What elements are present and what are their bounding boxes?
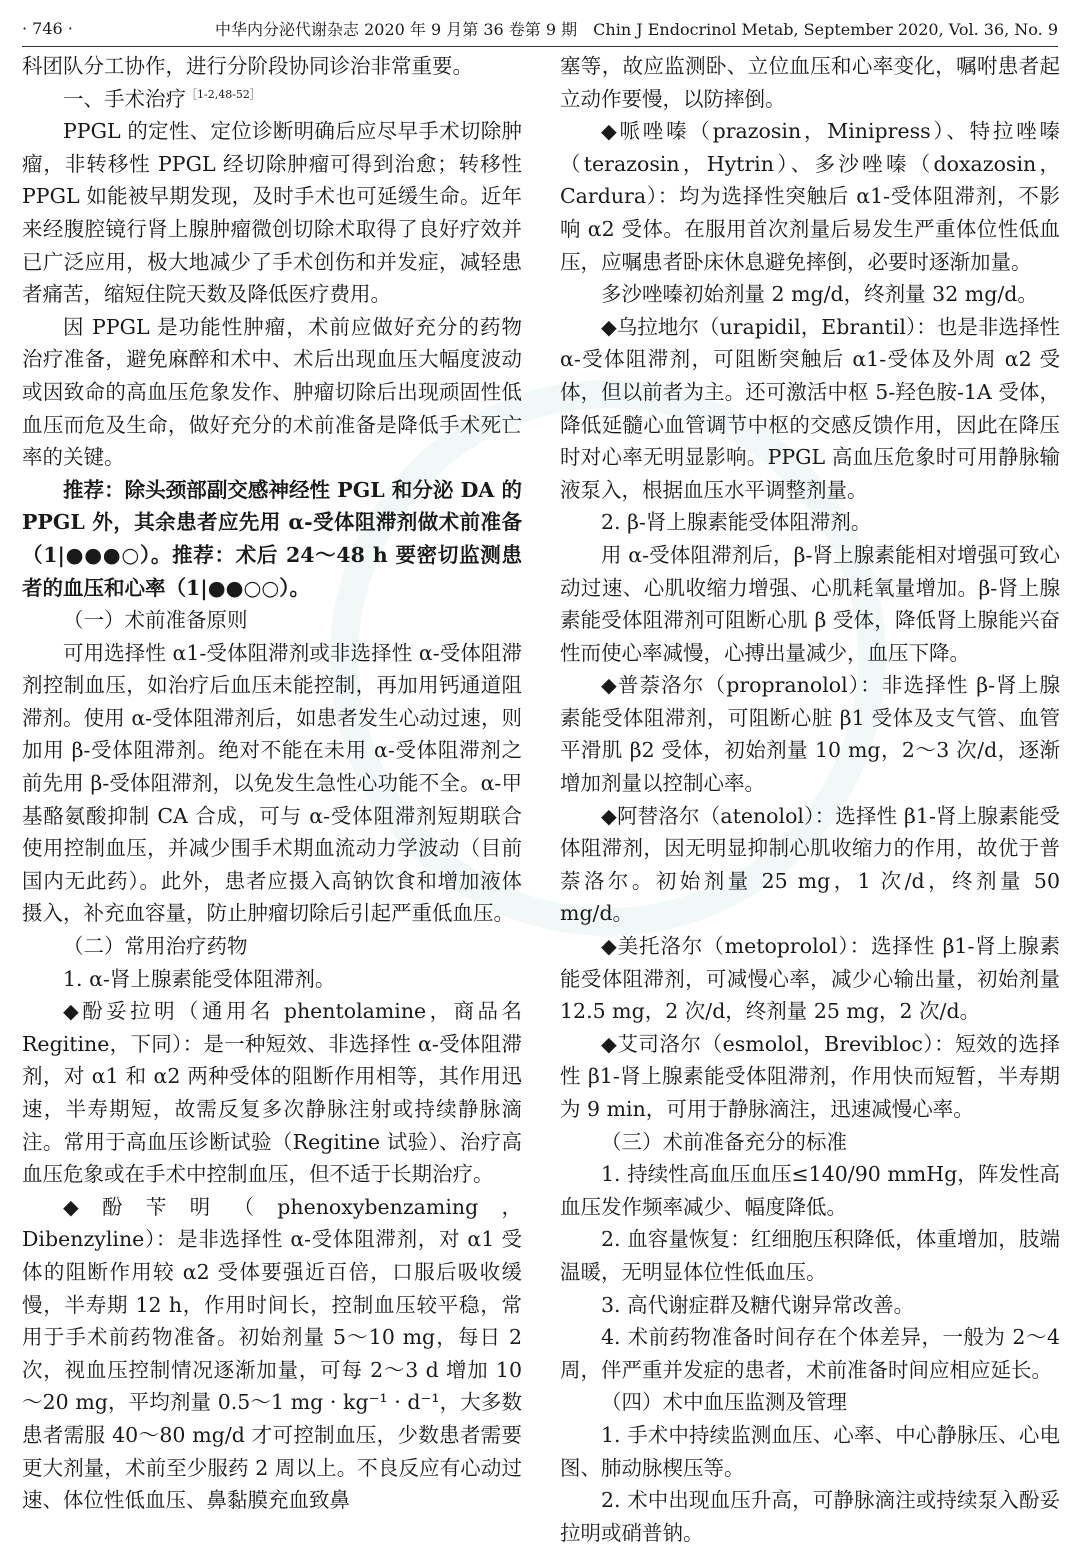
paragraph: 因 PPGL 是功能性肿瘤，术前应做好充分的药物治疗准备，避免麻醉和术中、术后出现血压大幅度波动或因致命的高血压危象发作、肿瘤切除后出现顽固性低血压而危及生命，做好充分的术前准备是降低手术死亡率的关键。 xyxy=(22,314,522,470)
list-item: 2. 术中出现血压升高，可静脉滴注或持续泵入酚妥拉明或硝普钠。 xyxy=(560,1488,1060,1545)
list-item: 1. 持续性高血压血压≤140/90 mmHg，阵发性高血压发作频率减少、幅度降低。 xyxy=(560,1162,1060,1219)
drug-paragraph: ◆酚妥拉明（通用名 phentolamine，商品名 Regitine，下同）：是一种短效、非选择性 α-受体阻滞剂，对 α1 和 α2 两种受体的阻断作用相等，其作用迅速，半寿期短，故需反复多次静脉注射或持续静脉滴注。常用于高血压诊断试验（Regitine 试验）、治疗高血压危象或在手术中控制血压，但不适于长期治疗。 xyxy=(22,999,522,1187)
list-item: 1. 手术中持续监测血压、心率、中心静脉压、心电图、肺动脉楔压等。 xyxy=(560,1422,1060,1480)
subsection-heading: （三）术前准备充分的标准 xyxy=(601,1129,847,1154)
page-number: · 746 · xyxy=(22,18,73,38)
paragraph: 1. α-肾上腺素能受体阻滞剂。 xyxy=(63,966,336,991)
paragraph: 多沙唑嗪初始剂量 2 mg/d，终剂量 32 mg/d。 xyxy=(601,282,1038,307)
paragraph: 可用选择性 α1-受体阻滞剂或非选择性 α-受体阻滞剂控制血压，如治疗后血压未能控制，再加用钙通道阻滞剂。使用 α-受体阻滞剂后，如患者发生心动过速，则加用 β-受体阻滞剂。绝对不能在未用 α-受体阻滞剂之前先用 β-受体阻滞剂，以免发生急性心功能不全。α-甲基酪氨酸抑制 CA 合成，可与 α-受体阻滞剂短期联合使用控制血压，并减少围手术期血流动力学波动（目前国内无此药）。此外，患者应摄入高钠饮食和增加液体摄入，补充血容量，防止肿瘤切除后引起严重低血压。 xyxy=(22,640,522,926)
paragraph: PPGL 的定性、定位诊断明确后应尽早手术切除肿瘤，非转移性 PPGL 经切除肿瘤可得到治愈；转移性 PPGL 如能被早期发现，及时手术也可延缓生命。近年来经腹腔镜行肾上腺肿瘤微创切除术取得了良好疗效并已广泛应用，极大地减少了手术创伤和并发症，减轻患者痛苦，缩短住院天数及降低医疗费用。 xyxy=(22,119,522,307)
subsection-heading: （二）常用治疗药物 xyxy=(63,934,248,959)
list-item: 3. 高代谢症群及糖代谢异常改善。 xyxy=(601,1292,915,1317)
drug-paragraph: ◆乌拉地尔（urapidil，Ebrantil）：也是非选择性 α-受体阻滞剂，可阻断突触后 α1-受体及外周 α2 受体，但以前者为主。还可激活中枢 5-羟色胺-1A 受体，降低延髓心血管调节中枢的交感反馈作用，因此在降压时对心率无明显影响。PPGL 高血压危象时可用静脉输液泵入，根据血压水平调整剂量。 xyxy=(560,314,1060,502)
drug-paragraph: ◆阿替洛尔（atenolol）：选择性 β1-肾上腺素能受体阻滞剂，因无明显抑制心肌收缩力的作用，故优于普萘洛尔。初始剂量 25 mg，1 次/d，终剂量 50 mg/d。 xyxy=(560,803,1060,926)
recommendation: 推荐：除头颈部副交感神经性 PGL 和分泌 DA 的 PPGL 外，其余患者应先用 α-受体阻滞剂做术前准备（1|●●●○）。推荐：术后 24～48 h 要密切监测患者的血压和心率（1|●●○○）。 xyxy=(22,477,522,600)
paragraph: 用 α-受体阻滞剂后，β-肾上腺素能相对增强可致心动过速、心肌收缩力增强、心肌耗氧量增加。β-肾上腺素能受体阻滞剂可阻断心肌 β 受体，降低肾上腺能兴奋性而使心率减慢，心搏出量减少，血压下降。 xyxy=(560,542,1060,665)
paragraph: 科团队分工协作，进行分阶段协同诊治非常重要。 xyxy=(22,54,473,78)
drug-paragraph: ◆哌唑嗪（prazosin，Minipress）、特拉唑嗪（terazosin，Hytrin）、多沙唑嗪（doxazosin，Cardura）：均为选择性突触后 α1-受体阻滞剂，不影响 α2 受体。在服用首次剂量后易发生严重体位性低血压，应嘱患者卧床休息避免摔倒，必要时逐渐加量。 xyxy=(560,119,1060,274)
section-heading: 一、手术治疗$^{[1-2,48-52]}$ xyxy=(63,86,261,111)
subsection-heading: （四）术中血压监测及管理 xyxy=(601,1390,847,1415)
subsection-heading: （一）术前准备原则 xyxy=(63,608,248,633)
drug-paragraph: ◆普萘洛尔（propranolol）：非选择性 β-肾上腺素能受体阻滞剂，可阻断心脏 β1 受体及支气管、血管平滑肌 β2 受体，初始剂量 10 mg，2～3 次/d，逐渐增加剂量以控制心率。 xyxy=(560,673,1060,796)
reference-citation: ［1-2,48-52］ xyxy=(186,87,261,101)
drug-paragraph: ◆艾司洛尔（esmolol，Brevibloc）：短效的选择性 β1-肾上腺素能受体阻滞剂，作用快而短暂，半寿期为 9 min，可用于静脉滴注，迅速减慢心率。 xyxy=(560,1031,1060,1121)
paragraph: 2. β-肾上腺素能受体阻滞剂。 xyxy=(601,510,872,535)
drug-paragraph: ◆美托洛尔（metoprolol）：选择性 β1-肾上腺素能受体阻滞剂，可减慢心率，减少心输出量，初始剂量 12.5 mg，2 次/d，终剂量 25 mg，2 次/d。 xyxy=(560,934,1060,1024)
list-item: 4. 术前药物准备时间存在个体差异，一般为 2～4 周，伴严重并发症的患者，术前准备时间应相应延长。 xyxy=(560,1325,1060,1382)
list-item: 2. 血容量恢复：红细胞压积降低，体重增加，肢端温暖，无明显体位性低血压。 xyxy=(560,1227,1060,1284)
page-header xyxy=(22,10,1058,47)
drug-paragraph: ◆酚苄明（phenoxybenzaming，Dibenzyline）：是非选择性 α-受体阻滞剂，对 α1 受体的阻断作用较 α2 受体要强近百倍，口服后吸收缓慢，半寿期 12 h，作用时间长，控制血压较平稳，常用于手术前药物准备。初始剂量 5～10 mg，每日 2 次，视血压控制情况逐渐加量，可每 2～3 d 增加 10～20 mg，平均剂量 0.5～1 mg · kg⁻¹ · d⁻¹，大多数患者需服 40～80 mg/d 才可控制血压，少数患者需要更大剂量，术前至少服药 2 周以上。不良反应有心动过速、体位性低血压、鼻黏膜充血致鼻 xyxy=(22,1194,522,1513)
right-column xyxy=(560,50,1060,1549)
paragraph: 塞等，故应监测卧、立位血压和心率变化，嘱咐患者起立动作要慢，以防摔倒。 xyxy=(560,54,1060,111)
journal-citation: 中华内分泌代谢杂志 2020 年 9 月第 36 卷第 9 期 Chin J Endocrinol Metab, September 2020, Vol. 36, No. 9 xyxy=(215,19,1058,39)
left-column xyxy=(22,50,522,1517)
